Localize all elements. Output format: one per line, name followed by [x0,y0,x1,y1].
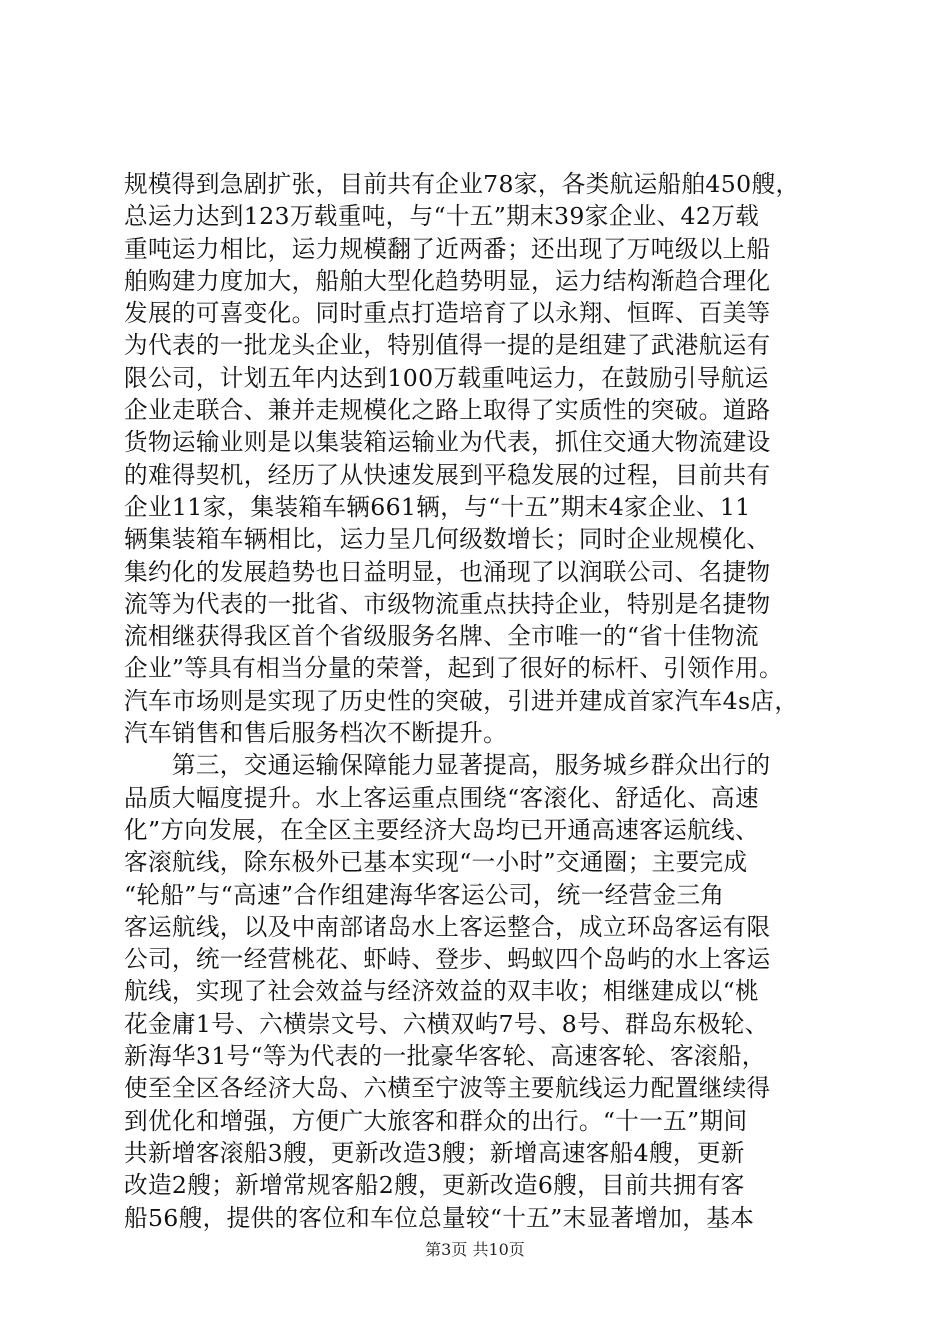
text-line: 重吨运力相比，运力规模翻了近两番；还出现了万吨级以上船 [124,234,771,263]
text-line: 限公司，计划五年内达到100万载重吨运力，在鼓励引导航运 [124,363,769,392]
text-line: 新海华31号“等为代表的一批豪华客轮、高速客轮、客滚船， [124,1042,766,1071]
text-line: 汽车销售和售后服务档次不断提升。 [124,719,508,748]
text-line: 船56艘，提供的客位和车位总量较“十五”末显著增加，基本 [124,1203,755,1232]
text-line: 客运航线，以及中南部诸岛水上客运整合，成立环岛客运有限 [124,912,771,941]
text-line: 为代表的一批龙头企业，特别值得一提的是组建了武港航运有 [124,331,771,360]
text-line: 使至全区各经济大岛、六横至宁波等主要航线运力配置继续得 [124,1074,771,1103]
text-line: 的难得契机，经历了从快速发展到平稳发展的过程，目前共有 [124,460,771,489]
text-line: 总运力达到123万载重吨，与“十五”期末39家企业、42万载 [124,202,760,231]
text-line: 花金庸1号、六横崇文号、六横双屿7号、8号、群岛东极轮、 [124,1009,769,1038]
text-line: 公司，统一经营桃花、虾峙、登步、蚂蚁四个岛屿的水上客运 [124,945,771,974]
text-line: 第三，交通运输保障能力显著提高，服务城乡群众出行的 [124,751,771,780]
text-line: 发展的可喜变化。同时重点打造培育了以永翔、恒晖、百美等 [124,299,771,328]
text-line: 货物运输业则是以集装箱运输业为代表，抓住交通大物流建设 [124,428,771,457]
text-line: “轮船”与“高速”合作组建海华客运公司，统一经营金三角 [124,880,725,909]
text-line: 化”方向发展，在全区主要经济大岛均已开通高速客运航线、 [124,815,759,844]
text-line: 到优化和增强，方便广大旅客和群众的出行。“十一五”期间 [124,1106,748,1135]
text-line: 品质大幅度提升。水上客运重点围绕“客滚化、舒适化、高速 [124,783,759,812]
text-line: 企业”等具有相当分量的荣誉，起到了很好的标杆、引领作用。 [124,654,783,683]
text-line: 客滚航线，除东极外已基本实现“一小时”交通圈；主要完成 [124,848,748,877]
text-line: 集约化的发展趋势也日益明显，也涌现了以润联公司、名捷物 [124,557,771,586]
text-line: 航线，实现了社会效益与经济效益的双丰收；相继建成以“桃 [124,977,759,1006]
text-line: 改造2艘；新增常规客船2艘，更新改造6艘，目前共拥有客 [124,1171,745,1200]
text-line: 企业走联合、兼并走规模化之路上取得了实质性的突破。道路 [124,396,771,425]
body-text [124,168,844,1234]
text-line: 企业11家，集装箱车辆661辆，与“十五”期末4家企业、11 [124,492,751,521]
page-footer: 第3页 共10页 [425,1240,525,1259]
text-line: 流等为代表的一批省、市级物流重点扶持企业，特别是名捷物 [124,589,771,618]
text-line: 共新增客滚船3艘，更新改造3艘；新增高速客船4艘，更新 [124,1138,745,1167]
text-line: 汽车市场则是实现了历史性的突破，引进并建成首家汽车4s店， [124,686,799,715]
text-line: 规模得到急剧扩张，目前共有企业78家，各类航运船舶450艘， [124,170,800,198]
text-line: 辆集装箱车辆相比，运力呈几何级数增长；同时企业规模化、 [124,525,771,554]
text-line: 流相继获得我区首个省级服务名牌、全市唯一的“省十佳物流 [124,622,759,651]
text-line: 舶购建力度加大，船舶大型化趋势明显，运力结构渐趋合理化 [124,266,771,295]
